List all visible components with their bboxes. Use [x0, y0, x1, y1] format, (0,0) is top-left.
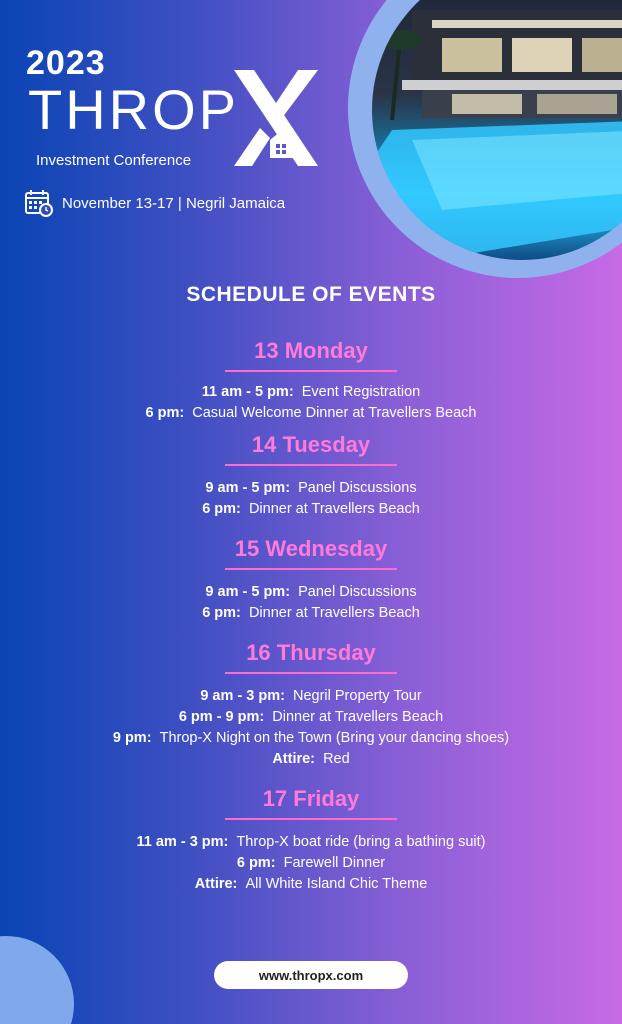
- day-divider: [225, 818, 397, 820]
- conference-subtitle: Investment Conference: [36, 152, 192, 169]
- date-location-row: [24, 188, 285, 218]
- event-item: [0, 832, 622, 853]
- event-time: 11 am - 3 pm:: [136, 834, 229, 850]
- event-list: [0, 582, 622, 624]
- event-item: [0, 853, 622, 874]
- website-link[interactable]: www.thropx.com: [214, 961, 408, 989]
- event-time: 6 pm:: [236, 855, 276, 871]
- event-item: [0, 478, 622, 499]
- event-desc: Panel Discussions: [298, 584, 417, 600]
- day-section: [0, 536, 622, 624]
- day-heading: 15 Wednesday: [234, 536, 388, 561]
- day-divider: [225, 568, 397, 570]
- schedule-title: SCHEDULE OF EVENTS: [186, 283, 436, 306]
- event-time: 6 pm:: [145, 405, 185, 421]
- day-divider: [225, 464, 397, 466]
- event-time: Attire:: [272, 751, 316, 767]
- event-item: [0, 874, 622, 895]
- event-desc: Dinner at Travellers Beach: [272, 709, 444, 725]
- brand-name: THROP: [28, 78, 239, 141]
- event-time: 11 am - 5 pm:: [201, 384, 294, 400]
- day-section: [0, 640, 622, 770]
- event-desc: Negril Property Tour: [292, 688, 422, 704]
- date-location-text: November 13-17 | Negril Jamaica: [62, 194, 286, 212]
- day-heading: 17 Friday: [262, 786, 360, 811]
- event-time: 9 am - 3 pm:: [200, 688, 285, 704]
- calendar-clock-icon: [24, 188, 54, 218]
- brand-x-logo: [230, 66, 322, 175]
- decorative-circle: [0, 936, 74, 1024]
- event-time: 6 pm - 9 pm:: [178, 709, 265, 725]
- day-section: [0, 338, 622, 424]
- event-desc: Red: [323, 751, 350, 767]
- event-time: 6 pm:: [202, 605, 241, 621]
- event-year: 2023: [26, 44, 106, 82]
- day-section: [0, 432, 622, 520]
- event-time: 9 pm:: [112, 730, 152, 746]
- event-list: [0, 382, 622, 424]
- day-heading: 13 Monday: [254, 338, 368, 363]
- event-item: [0, 707, 622, 728]
- event-time: 6 pm:: [202, 501, 241, 517]
- event-desc: Event Registration: [301, 384, 421, 400]
- day-divider: [225, 672, 397, 674]
- villa-pool-photo: [372, 0, 622, 260]
- event-desc: Farewell Dinner: [283, 855, 386, 871]
- event-item: [0, 686, 622, 707]
- event-desc: Throp-X Night on the Town (Bring your dancing shoes): [159, 730, 510, 746]
- event-item: [0, 749, 622, 770]
- event-item: [0, 603, 622, 624]
- event-item: [0, 582, 622, 603]
- event-time: 9 am - 5 pm:: [205, 480, 291, 496]
- event-item: [0, 728, 622, 749]
- event-desc: Casual Welcome Dinner at Travellers Beach: [192, 405, 477, 421]
- event-item: [0, 499, 622, 520]
- day-divider: [225, 370, 397, 372]
- event-item: [0, 382, 622, 403]
- event-time: Attire:: [194, 876, 238, 892]
- event-desc: Dinner at Travellers Beach: [248, 501, 420, 517]
- event-item: [0, 403, 622, 424]
- event-desc: Dinner at Travellers Beach: [248, 605, 420, 621]
- event-list: [0, 478, 622, 520]
- event-desc: Panel Discussions: [298, 480, 417, 496]
- event-time: 9 am - 5 pm:: [205, 584, 291, 600]
- day-heading: 16 Thursday: [246, 640, 376, 665]
- day-section: [0, 786, 622, 895]
- day-heading: 14 Tuesday: [251, 432, 371, 457]
- event-desc: All White Island Chic Theme: [245, 876, 428, 892]
- brand-logo-text: [28, 78, 239, 141]
- event-desc: Throp-X boat ride (bring a bathing suit): [236, 834, 486, 850]
- event-list: [0, 832, 622, 895]
- event-list: [0, 686, 622, 770]
